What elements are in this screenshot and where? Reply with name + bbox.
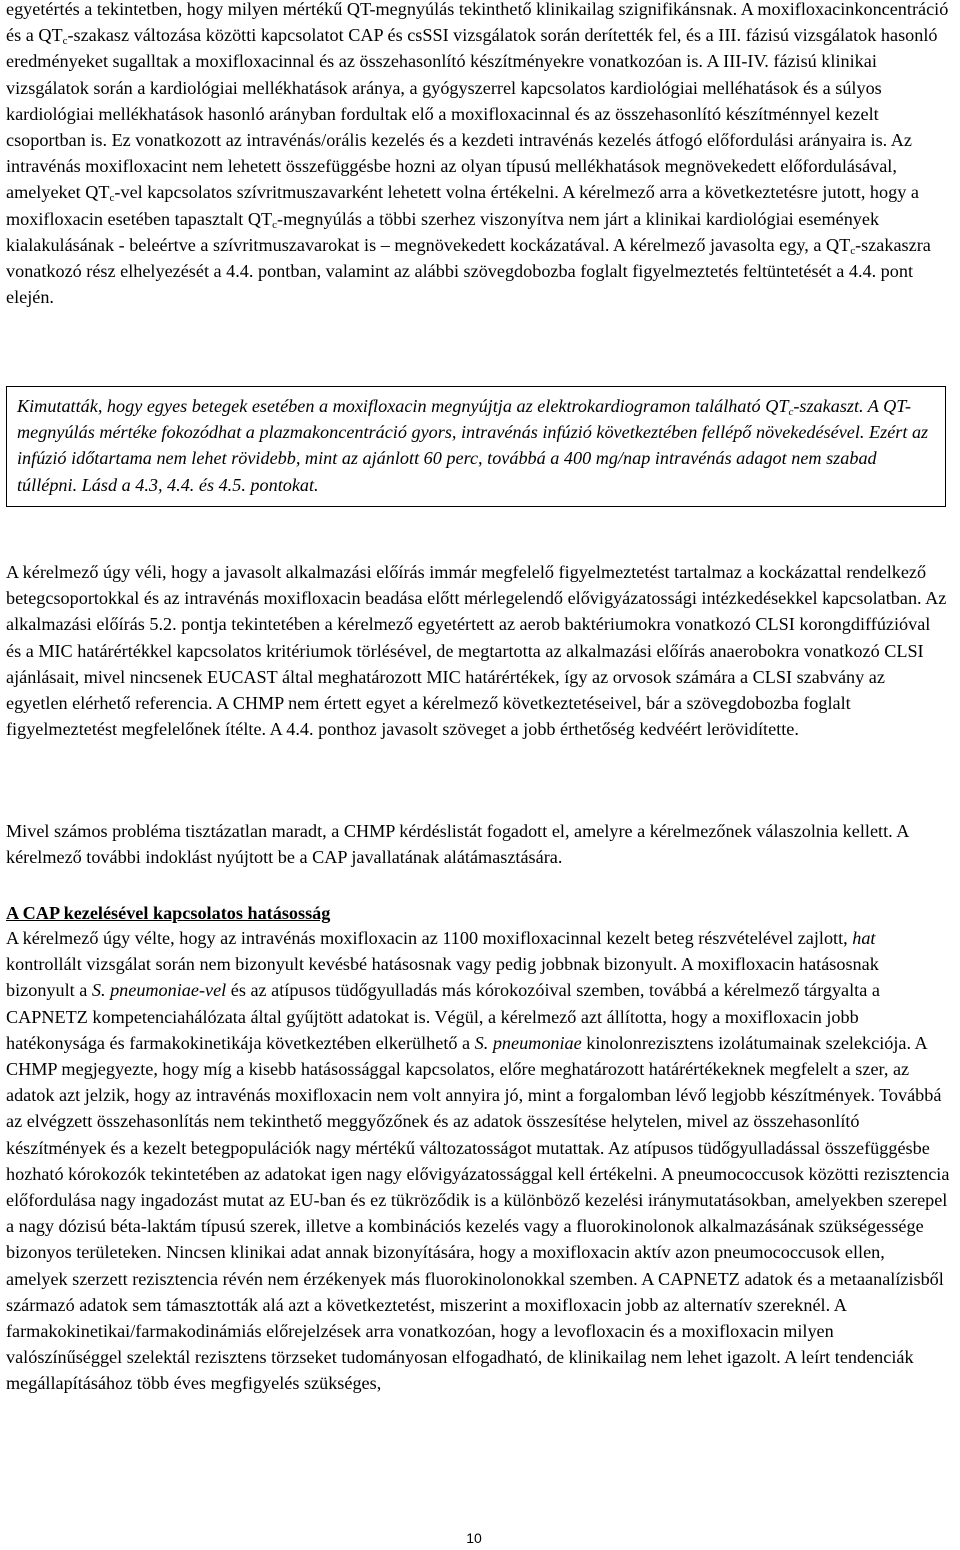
subscript-c: c — [788, 406, 794, 418]
text-run: -szakaszt. A QT-megnyúlás mértéke fokozódhat a plazmakoncentráció gyors, intravénás infúzió következtében fellépő növekedésével. Ezért az infúzió időtartama nem lehet rövidebb, mint az ajánlott 60 perc, továbbá a 400 mg/nap intravénás adagot nem szabad túllépni. Lásd a 4.3, 4.4. és 4.5. pontokat. — [17, 396, 929, 495]
paragraph-cap-efficacy — [6, 925, 950, 1397]
page-number: 10 — [466, 1530, 482, 1546]
section-heading: A CAP kezelésével kapcsolatos hatásosság — [6, 903, 331, 923]
text-run: egyetértés a tekintetben, hogy milyen mértékű QT-megnyúlás tekinthető klinikailag szignifikánsnak. A moxifloxacinkoncentráció és a QT — [6, 0, 949, 46]
text-run: A kérelmező úgy vélte, hogy az intravénás moxifloxacin az 1100 moxifloxacinnal kezelt beteg részvételével zajlott, — [6, 928, 853, 948]
text-run: kinolonrezisztens izolátumainak szelekciója. A CHMP megjegyezte, hogy míg a kisebb hatásossággal kapcsolatos, előre meghatározott határértékeknek megfelelt a szer, az adatok azt jelzik, hogy az intravénás moxifloxacin nem volt annyira jó, mint a forgalomban lévő legjobb készítmények. Továbbá az elvégzett összehasonlítás nem tekinthető meggyőzőnek és az adatok összesítése helytelen, mivel az összehasonlító készítmények és a kezelt betegpopulációk nagy mértékű változatosságot mutattak. Az atípusos tüdőgyulladással összefüggésbe hozható kórokozók tekintetében az adatokat igen nagy elővigyázatossággal kell értékelni. A pneumococcusok közötti rezisztencia előfordulása nagy ingadozást mutat az EU-ban és ez tükröződik is a különböző kezelési iránymutatásokban, amelyekben szerepel a nagy dózisú béta-laktám típusú szerek, illetve a kombinációs kezelés vagy a fluorokinolonok alkalmazásának szükségessége bizonyos területeken. Nincsen klinikai adat annak bizonyítására, hogy a moxifloxacin aktív azon pneumococcusok ellen, amelyek szerzett rezisztencia révén nem érzékenyek más fluorokinolonokkal szemben. A CAPNETZ adatok és a metaanalízisből származó adatok sem támasztották alá azt a következtetést, miszerint a moxifloxacin jobb az alternatív szereknél. A farmakokinetikai/farmakodinámiás előrejelzések arra vonatkozóan, hogy a levofloxacin és a moxifloxacin milyen valószínűséggel szelektál rezisztens törzseket tudományosan elfogadható, de klinikailag nem lehet igazolt. A leírt tendenciák megállapításához több éves megfigyelés szükséges, — [6, 1032, 950, 1394]
text-run: -szakaszra vonatkozó rész elhelyezését a 4.4. pontban, valamint az alábbi szövegdobozba foglalt figyelmeztetés feltüntetését a 4.4. pont elején. — [6, 234, 931, 308]
paragraph-chmp-questions: Mivel számos probléma tisztázatlan maradt, a CHMP kérdéslistát fogadott el, amelyre a kérelmezőnek válaszolnia kellett. A kérelmező további indoklást nyújtott be a CAP javallatának alátámasztására. — [6, 821, 909, 868]
paragraph-qt-prolongation — [6, 0, 950, 310]
text-run: és az atípusos tüdőgyulladás más kórokozóival szemben, továbbá a kérelmező tárgyalta a CAPNETZ kompetenciahálózata által gyűjtött adatokat is. Végül, a kérelmező azt állította, hogy a moxifloxacin jobb hatékonysága és farmakokinetikája következtében elkerülhető a — [6, 980, 880, 1053]
text-run: -megnyúlás a többi szerhez viszonyítva nem járt a klinikai kardiológiai események kialakulásának - beleértve a szívritmuszavarokat is – megnövekedett kockázatával. A kérelmező javasolta egy, a QT — [6, 208, 880, 255]
subscript-c: c — [850, 244, 856, 257]
italic-run: S. pneumoniae-vel — [91, 980, 227, 1001]
paragraph-smpc-warning: A kérelmező úgy véli, hogy a javasolt alkalmazási előírás immár megfelelő figyelmeztetést tartalmaz a kockázattal rendelkező betegcsoportokkal és az intravénás moxifloxacin beadása előtt mérlegelendő elővigyázatossági intézkedésekkel kapcsolatban. Az alkalmazási előírás 5.2. pontja tekintetében a kérelmező egyetértett az aerob baktériumokra vonatkozó CLSI korongdiffúzióval és a MIC határértékkel kapcsolatos kritériumok törlésével, de megtartotta az alkalmazási előírás anaerobokra vonatkozó CLSI ajánlásait, mivel nincsenek EUCAST által meghatározott MIC határértékek, így az orvosok számára a CLSI szabvány az egyetlen elérhető referencia. A CHMP nem értett egyet a kérelmező következtetéseivel, bár a szövegdobozba foglalt figyelmeztetést megfelelőnek ítélte. A 4.4. ponthoz javasolt szöveget a jobb érthetőség kedvéért lerövidítette. — [6, 562, 947, 740]
subscript-c: c — [109, 192, 115, 205]
italic-run: S. pneumoniae — [474, 1032, 582, 1053]
text-run: -vel kapcsolatos szívritmuszavarként lehetett volna értékelni. A kérelmező arra a következtetésre jutott, hogy a moxifloxacin esetében tapasztalt QT — [6, 182, 919, 229]
text-run: kontrollált vizsgálat során nem bizonyult kevésbé hatásosnak vagy pedig jobbnak bizonyult. A moxifloxacin hatásosnak bizonyult a — [6, 954, 879, 1001]
warning-textbox — [6, 386, 946, 507]
subscript-c: c — [272, 218, 278, 231]
italic-run: hat — [852, 928, 876, 948]
text-run: Kimutatták, hogy egyes betegek esetében a moxifloxacin megnyújtja az elektrokardiogramon található QT — [17, 396, 789, 416]
text-run: -szakasz változása közötti kapcsolatot CAP és csSSI vizsgálatok során derítették fel, és a III. fázisú vizsgálatok hasonló eredményeket sugalltak a moxifloxacinnal és az összehasonlító készítményekre vonatkozóan is. A III-IV. fázisú klinikai vizsgálatok során a kardiológiai mellékhatások aránya, a gyógyszerrel kapcsolatos kardiológiai melléhatások és a súlyos kardiológiai mellékhatások hasonló arányban fordultak elő a moxifloxacinnal és az összehasonlító készítménnyel kezelt csoportban is. Ez vonatkozott az intravénás/orális kezelés és a kezdeti intravénás kezelés átfogó előfordulási arányaira is. Az intravénás moxifloxacint nem lehetett összefüggésbe hozni az olyan típusú mellékhatások megnövekedett előfordulásával, amelyeket QT — [6, 25, 938, 203]
warning-text — [17, 393, 935, 498]
subscript-c: c — [62, 35, 68, 48]
